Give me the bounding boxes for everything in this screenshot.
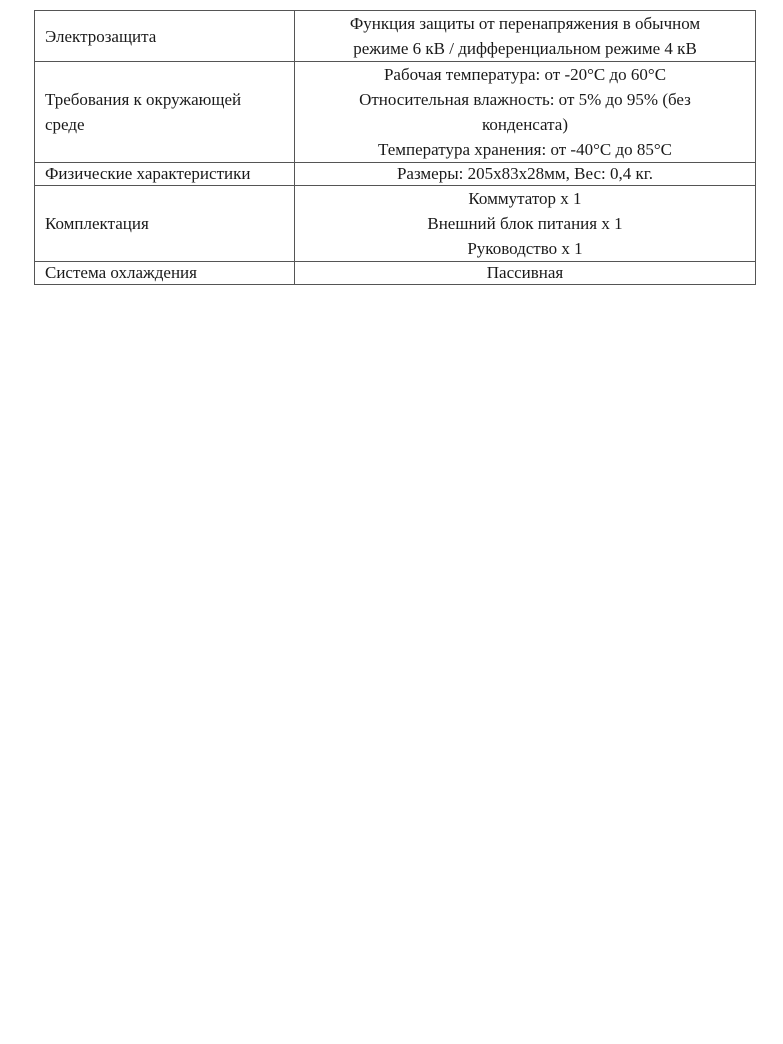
table-row [35,11,756,62]
value-line: Размеры: 205x83x28мм, Вес: 0,4 кг. [396,164,654,183]
table-row [35,262,756,285]
value-line: Внешний блок питания x 1 [427,214,623,233]
value-line: Коммутатор x 1 [468,189,582,208]
param-cell: Физические характеристики [35,163,295,186]
table-row [35,62,756,163]
value-cell [295,262,756,285]
value-line: Рабочая температура: от -20°C до 60°C [383,65,667,84]
param-cell: Комплектация [35,186,295,262]
value-line: Функция защиты от перенапряжения в обычном [349,14,701,33]
table-row [35,186,756,262]
spec-table [34,10,756,285]
value-line: режиме 6 кВ / дифференциальном режиме 4 кВ [353,39,697,58]
param-cell: Электрозащита [35,11,295,62]
value-cell [295,62,756,163]
value-line: Пассивная [486,263,564,282]
value-line: Руководство x 1 [467,239,583,258]
value-line: Температура хранения: от -40°C до 85°C [377,140,672,159]
value-line: Относительная влажность: от 5% до 95% (без [359,90,691,109]
value-line: конденсата) [482,115,568,134]
value-cell [295,186,756,262]
param-cell: Система охлаждения [35,262,295,285]
value-cell [295,163,756,186]
param-cell: Требования к окружающей среде [35,62,295,163]
table-row [35,163,756,186]
value-cell [295,11,756,62]
